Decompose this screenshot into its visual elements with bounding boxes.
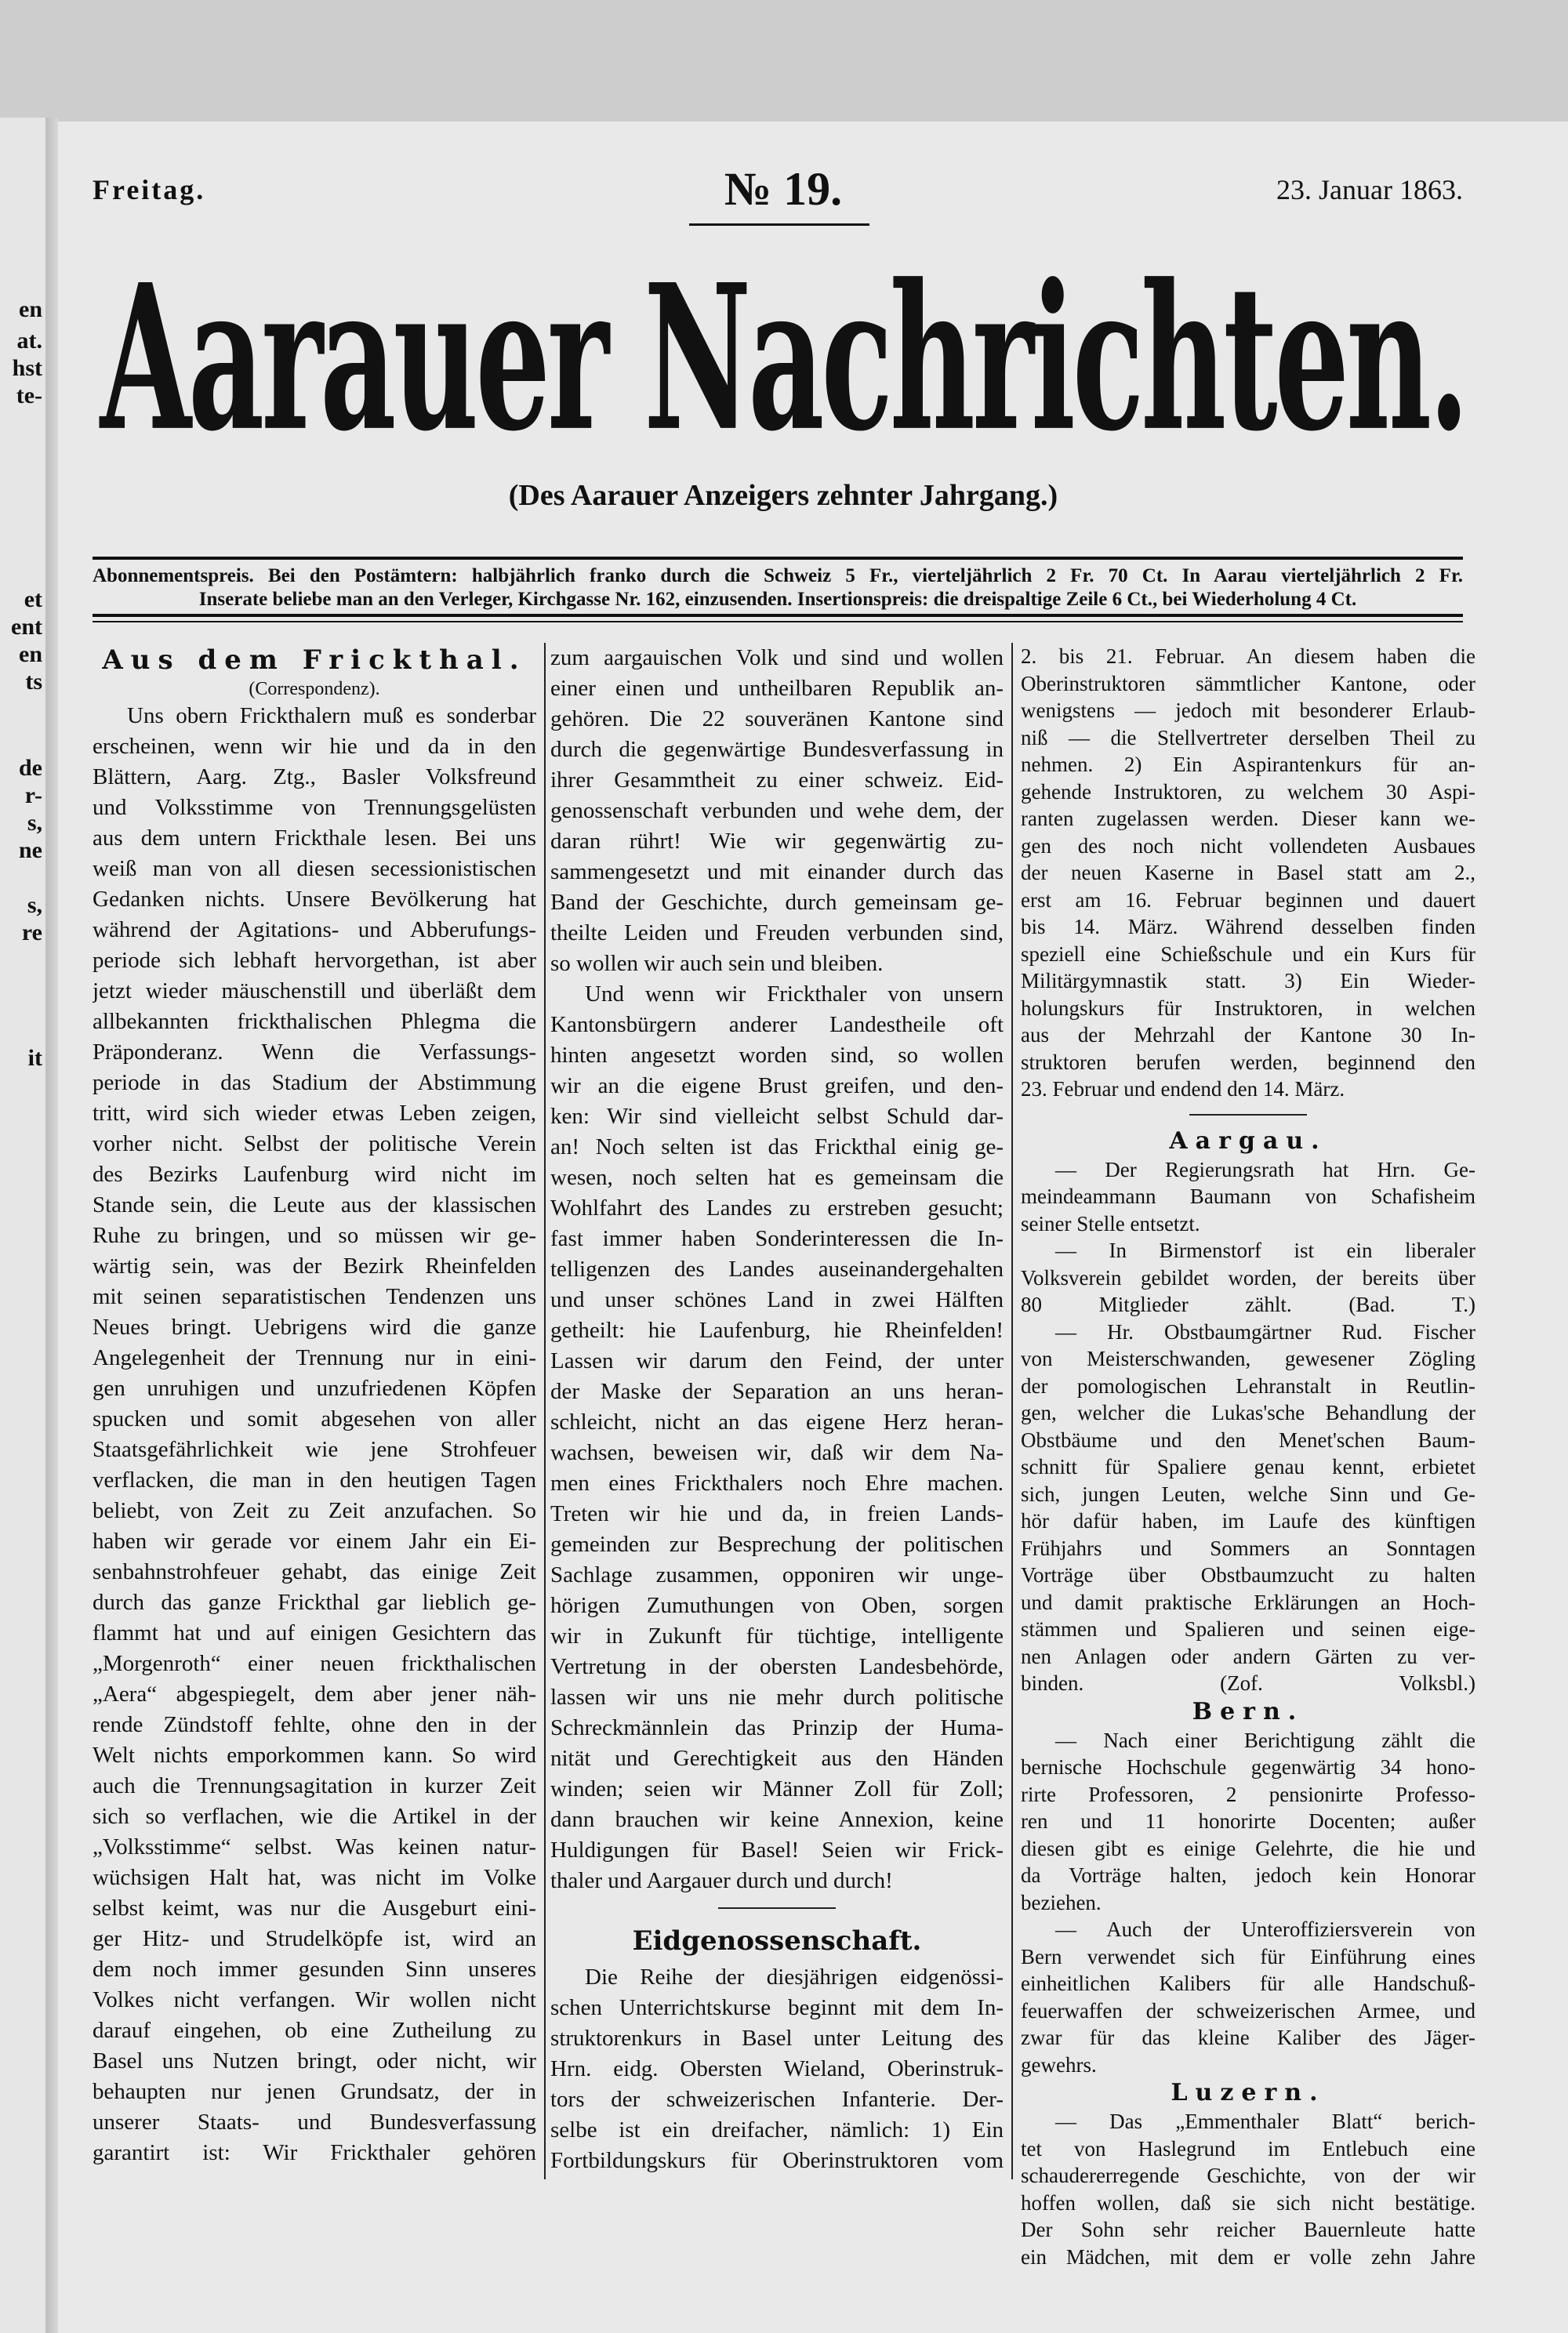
newspaper-page [58, 122, 1568, 2333]
text-line: niß — die Stellvertreter derselben Theil zu [1021, 725, 1475, 749]
text-line: fast immer haben Sonderinteressen die In- [550, 1226, 1004, 1251]
text-line: daran rührt! Wie wir gegenwärtig zu- [550, 829, 1004, 854]
text-line: selbst keimt, was nur die Ausgeburt eini- [93, 1896, 536, 1921]
text-line: aus dem untern Frickthale lesen. Bei uns [93, 825, 536, 851]
text-line: hör dafür haben, im Laufe des künftigen [1021, 1509, 1475, 1533]
insertion-price-line: Inserate beliebe man an den Verleger, Kirchgasse Nr. 162, einzusenden. Insertionspreis: die dreispaltige Zeile 6 Ct., bei Wiederholung 4 Ct. [198, 589, 1357, 610]
text-line: dann brauchen wir keine Annexion, keine [550, 1807, 1004, 1832]
text-line: theilte Leiden und Freuden verbunden sind, [550, 920, 1004, 945]
text-line: bernische Hochschule gegenwärtig 34 hono- [1021, 1755, 1475, 1779]
text-line: wesen, noch selten hat es gemeinsam die [550, 1165, 1004, 1190]
text-line: Volksverein gebildet worden, der bereits über [1021, 1265, 1475, 1290]
text-line: struktorenkurs in Basel unter Leitung des [550, 2026, 1004, 2051]
text-line: Blättern, Aarg. Ztg., Basler Volksfreund [93, 764, 536, 789]
text-line: bis 14. März. Während desselben finden [1021, 915, 1475, 938]
page-fold-shadow [45, 118, 58, 2333]
column-divider [1011, 643, 1013, 2179]
issue-number: № 19. [724, 163, 843, 215]
text-line: nität und Gerechtigkeit aus den Händen [550, 1746, 1004, 1771]
text-line: stämmen und Spalieren und seinen eige- [1021, 1617, 1475, 1641]
text-line: ren und 11 honorirte Docenten; außer [1021, 1809, 1475, 1833]
article-paragraph [1021, 643, 1475, 1103]
previous-page-fragment: de [19, 755, 42, 781]
text-line: wir in Zukunft für tüchtige, intelligente [550, 1624, 1004, 1649]
text-line: der neuen Kaserne in Basel statt am 2., [1021, 861, 1475, 884]
text-line: getheilt: hie Laufenburg, hie Rheinfelden! [550, 1318, 1004, 1343]
text-line: wüchsigen Halt hat, was nicht im Volke [93, 1865, 536, 1890]
text-line: auch die Trennungsagitation in kurzer Zeit [93, 1773, 536, 1798]
text-line: lassen wir uns nie mehr durch politische [550, 1685, 1004, 1710]
text-line: Band der Geschichte, durch gemeinsam ge- [550, 890, 1004, 915]
article-paragraph [1021, 1319, 1475, 1697]
text-line: wärtig sein, was der Bezirk Rheinfelden [93, 1254, 536, 1279]
text-line: aus der Mehrzahl der Kantone 30 In- [1021, 1023, 1475, 1047]
text-line: da Vorträge halten, jedoch kein Honorar [1021, 1863, 1475, 1887]
text-line: Treten wir hie und da, in freien Lands- [550, 1501, 1004, 1526]
text-line: Staatsgefährlichkeit wie jene Strohfeuer [93, 1437, 536, 1462]
text-line: und damit praktische Erklärungen an Hoch- [1021, 1590, 1475, 1614]
text-line: periode sich lebhaft hervorgethan, ist aber [93, 948, 536, 973]
text-line: Hrn. eidg. Obersten Wieland, Oberinstruk- [550, 2056, 1004, 2081]
text-line: Welt nichts emporkommen kann. So wird [93, 1743, 536, 1768]
text-line: Der Sohn sehr reicher Bauernleute hatte [1021, 2218, 1475, 2241]
text-line: zwar für das kleine Kaliber des Jäger- [1021, 2026, 1475, 2049]
previous-page-fragment: en [19, 296, 42, 322]
text-line: schnitt für Spaliere genau kennt, erbietet [1021, 1455, 1475, 1479]
text-line: Basel uns Nutzen bringt, oder nicht, wir [93, 2048, 536, 2074]
text-line: beliebt, von Zeit zu Zeit anzufachen. So [93, 1498, 536, 1523]
text-line: des Bezirks Laufenburg wird nicht im [93, 1162, 536, 1187]
text-line: wir an die eigene Brust greifen, und den- [550, 1073, 1004, 1098]
newspaper-subtitle: (Des Aarauer Anzeigers zehnter Jahrgang.) [508, 479, 1058, 512]
text-line: Vertretung in der obersten Landesbehörde, [550, 1654, 1004, 1679]
article-paragraph [1021, 1237, 1475, 1319]
text-line: nen Anlagen oder andern Gärten zu ver- [1021, 1644, 1475, 1668]
text-line: und unser schönes Land in zwei Hälften [550, 1287, 1004, 1312]
text-line: dem noch immer gesunden Sinn unseres [93, 1957, 536, 1982]
text-line: — In Birmenstorf ist ein liberaler [1055, 1239, 1475, 1262]
text-line: Gedanken nichts. Unsere Bevölkerung hat [93, 887, 536, 912]
text-line: Sachlage zusammen, opponiren wir unge- [550, 1562, 1004, 1587]
text-line: der pomologischen Lehranstalt in Reutlin- [1021, 1373, 1475, 1398]
article-paragraph [550, 979, 1004, 1896]
text-line: Bern verwendet sich für Einführung eines [1021, 1944, 1475, 1968]
masthead-rule [93, 557, 1463, 560]
previous-page-fragment: ent [11, 614, 42, 640]
issue-date: 23. Januar 1863. [1276, 174, 1463, 205]
text-line: hörigen Zumuthungen von Oben, sorgen [550, 1593, 1004, 1618]
text-line: gen unruhigen und unzufriedenen Köpfen [93, 1376, 536, 1401]
text-line: tet von Haslegrund im Entlebuch eine [1021, 2136, 1475, 2161]
article-paragraph [1021, 1916, 1475, 2078]
article-paragraph [93, 701, 536, 2168]
text-line: Schreckmännlein das Prinzip der Huma- [550, 1715, 1004, 1740]
text-line: Vorträge über Obstbaumzucht zu halten [1021, 1563, 1475, 1587]
text-line: Huldigungen für Basel! Seien wir Frick- [550, 1838, 1004, 1863]
text-line: telligenzen des Landes auseinandergehalten [550, 1257, 1004, 1282]
text-line: darauf eingehen, ob eine Zutheilung zu [93, 2018, 536, 2043]
masthead [58, 241, 1508, 486]
text-line: gehören. Die 22 souveränen Kantone sind [550, 706, 1004, 731]
text-line: rende Zündstoff fehlte, ohne den in der [93, 1712, 536, 1737]
subscription-price-text: Abonnementspreis. Bei den Postämtern: halbjährlich franko durch die Schweiz 5 Fr., vierteljährlich 2 Fr. 70 Ct. In Aarau vierteljährlich 2 Fr. [93, 565, 1463, 586]
previous-page-fragment: s, [27, 810, 42, 836]
text-line: Oberinstruktoren sämmtlicher Kantone, oder [1021, 671, 1475, 695]
text-line: haben wir gerade vor einem Jahr ein Ei- [93, 1529, 536, 1554]
column-1 [93, 643, 536, 2168]
text-line: diesen gibt es einige Gelehrte, die hie und [1021, 1836, 1475, 1860]
text-line: nehmen. 2) Ein Aspirantenkurs für an- [1021, 753, 1475, 776]
text-line: behaupten nur jenen Grundsatz, der in [93, 2079, 536, 2104]
text-line: unserer Staats- und Bundesverfassung [93, 2110, 536, 2135]
text-line: Ruhe zu bringen, und so müssen wir ge- [93, 1223, 536, 1248]
section-subheading: (Correspondenz). [249, 679, 380, 699]
text-line: weiß man von all diesen secessionistischen [93, 856, 536, 881]
newspaper-title: Aarauer Nachrichten. [100, 241, 1467, 477]
text-line: — Das „Emmenthaler Blatt“ berich- [1055, 2110, 1475, 2133]
text-line: spucken und somit abgesehen von aller [93, 1406, 536, 1431]
text-line: gen, welcher die Lukas'sche Behandlung der [1021, 1401, 1475, 1424]
text-line: rirte Professoren, 2 pensionirte Professo- [1021, 1782, 1475, 1806]
text-line: struktoren berufen werden, beginnend den [1021, 1050, 1475, 1074]
double-rule-bottom [93, 621, 1463, 622]
text-line: während der Agitations- und Abberufungs- [93, 917, 536, 942]
text-line: jetzt wieder mäuschenstill und überläßt dem [93, 978, 536, 1003]
column-divider [544, 643, 546, 2179]
text-line: Angelegenheit der Trennung nur in eini- [93, 1345, 536, 1370]
text-line: Militärgymnastik statt. 3) Ein Wieder- [1021, 969, 1475, 992]
text-line: „Morgenroth“ einer neuen frickthalischen [93, 1651, 536, 1676]
text-line: hoffen wollen, daß sie sich nicht bestätige. [1021, 2190, 1475, 2215]
text-line: beziehen. [1021, 1890, 1102, 1914]
text-line: selbe ist ein dreifacher, nämlich: 1) Ein [550, 2117, 1004, 2143]
text-line: einer einen und untheilbaren Republik an- [550, 676, 1004, 701]
text-line: vorher nicht. Selbst der politische Verein [93, 1131, 536, 1156]
previous-page-fragment: ne [19, 837, 42, 863]
text-line: an! Noch selten ist das Frickthal einig ge- [550, 1134, 1004, 1159]
text-line: meindeammann Baumann von Schafisheim [1021, 1185, 1475, 1208]
text-line: Und wenn wir Frickthaler von unsern [585, 981, 1004, 1007]
previous-page-fragment: et [24, 586, 42, 612]
text-line: genossenschaft verbunden und wehe dem, der [550, 798, 1004, 823]
text-line: men eines Frickthalers noch Ehre machen. [550, 1471, 1004, 1496]
article-paragraph [1021, 1727, 1475, 1917]
weekday: Freitag. [93, 174, 206, 205]
previous-page-fragment: it [27, 1045, 42, 1071]
text-line: allbekannten frickthalischen Phlegma die [93, 1009, 536, 1034]
text-line: gen des noch nicht vollendeten Ausbaues [1021, 833, 1475, 858]
text-line: speziell eine Schießschule und ein Kurs für [1021, 942, 1475, 966]
text-line: einheitlichen Kalibers für alle Handschuß- [1021, 1972, 1475, 1995]
text-line: feuerwaffen der schweizerischen Armee, und [1021, 1998, 1475, 2023]
text-line: ger Hitz- und Strudelköpfe ist, wird an [93, 1926, 536, 1951]
previous-page-fragment: r- [24, 782, 42, 808]
text-line: ranten zugelassen werden. Dieser kann we- [1021, 807, 1475, 830]
text-line: tors der schweizerischen Infanterie. Der- [550, 2087, 1004, 2112]
previous-page-fragment: s, [27, 892, 42, 918]
column-2 [550, 643, 1004, 2176]
text-line: zum aargauischen Volk und sind und wollen [550, 645, 1004, 670]
text-line: sich so verflachen, wie die Artikel in der [93, 1804, 536, 1829]
section-divider [1189, 1114, 1307, 1116]
text-line: 2. bis 21. Februar. An diesem haben die [1021, 644, 1475, 668]
subscription-price-line [93, 565, 1463, 587]
text-line: so wollen wir auch sein und bleiben. [550, 951, 884, 976]
text-line: Neues bringt. Uebrigens wird die ganze [93, 1315, 536, 1340]
text-line: Wohlfahrt des Landes zu erstreben gesucht; [550, 1196, 1004, 1221]
section-heading: Luzern. [1171, 2079, 1326, 2106]
article-paragraph [1021, 1156, 1475, 1238]
text-line: ihrer Gesammtheit zu einer schweiz. Eid- [550, 767, 1004, 793]
text-line: sich, jungen Leuten, welche Sinn und Ge- [1021, 1482, 1475, 1506]
text-line: wenigstens — jedoch mit besonderer Erlaub- [1021, 698, 1475, 722]
double-rule-top [93, 614, 1463, 617]
text-line: 23. Februar und endend den 14. März. [1021, 1077, 1345, 1101]
text-line: mit seinen separatistischen Tendenzen uns [93, 1284, 536, 1309]
text-line: durch die gegenwärtige Bundesverfassung in [550, 737, 1004, 762]
text-line: 80 Mitglieder zählt. (Bad. T.) [1021, 1293, 1475, 1316]
text-line: ein Mädchen, mit dem er volle zehn Jahre [1021, 2244, 1475, 2269]
section-heading: Aargau. [1169, 1127, 1327, 1155]
previous-page-fragment: at. [16, 328, 42, 354]
text-line: schen Unterrichtskurse beginnt mit dem In- [550, 1995, 1004, 2020]
text-line: winden; seien wir Männer Zoll für Zoll; [550, 1776, 1004, 1801]
previous-page-fragment: te- [16, 383, 42, 408]
text-line: Volkes nicht verfangen. Wir wollen nicht [93, 1987, 536, 2012]
text-line: gewehrs. [1021, 2052, 1097, 2077]
text-line: schaudererregende Geschichte, von der wir [1021, 2164, 1475, 2187]
text-line: schleicht, nicht an das eigene Herz heran- [550, 1410, 1004, 1435]
section-divider [718, 1907, 836, 1909]
text-line: flammt hat und auf einigen Gesichtern das [93, 1620, 536, 1645]
text-line: senbahnstrohfeuer gehabt, das einige Zeit [93, 1559, 536, 1584]
text-line: gehende Instruktoren, zu welchem 30 Aspi- [1021, 779, 1475, 804]
section-heading: Bern. [1192, 1697, 1305, 1725]
article-paragraph [1021, 2108, 1475, 2270]
text-line: — Nach einer Berichtigung zählt die [1055, 1728, 1475, 1752]
text-line: Fortbildungskurs für Oberinstruktoren vom [550, 2148, 1004, 2173]
text-line: — Der Regierungsrath hat Hrn. Ge- [1055, 1157, 1475, 1181]
text-line: gemeinden zur Besprechung der politischen [550, 1532, 1004, 1557]
text-line: Die Reihe der diesjährigen eidgenössi- [585, 1965, 1004, 1990]
previous-page-fragment: en [19, 641, 42, 667]
text-line: garantirt ist: Wir Frickthaler gehören [93, 2140, 536, 2165]
text-line: verflacken, die man in den heutigen Tagen [93, 1468, 536, 1493]
column-3 [1021, 643, 1475, 2270]
text-line: sammengesetzt und mit einander durch das [550, 859, 1004, 884]
text-line: tritt, wird sich wieder etwas Leben zeigen, [93, 1101, 536, 1126]
text-line: Präponderanz. Wenn die Verfassungs- [93, 1040, 536, 1065]
text-line: holungskurs für Instruktoren, in welchen [1021, 996, 1475, 1020]
text-line: wachsen, beweisen wir, daß wir dem Na- [550, 1440, 1004, 1465]
previous-page-fragment: hst [12, 355, 42, 381]
section-heading: Aus dem Frickthal. [102, 644, 527, 676]
text-line: erst am 16. Februar beginnen und dauert [1021, 887, 1475, 912]
text-line: hinten angesetzt worden sind, so wollen [550, 1043, 1004, 1068]
text-line: Frühjahrs und Sommers an Sonntagen [1021, 1536, 1475, 1560]
text-line: erscheinen, wenn wir hie und da in den [93, 734, 536, 759]
text-line: — Auch der Unteroffiziersverein von [1055, 1918, 1475, 1941]
text-line: „Volksstimme“ selbst. Was keinen natur- [93, 1834, 536, 1860]
text-line: — Hr. Obstbaumgärtner Rud. Fischer [1055, 1319, 1475, 1344]
previous-page-fragment: ts [25, 669, 42, 695]
text-line: ken: Wir sind vielleicht selbst Schuld dar- [550, 1104, 1004, 1129]
article-paragraph [550, 1962, 1004, 2176]
text-line: von Meisterschwanden, gewesener Zögling [1021, 1347, 1475, 1370]
issue-number-underline [689, 223, 869, 226]
text-line: Lassen wir darum den Feind, der unter [550, 1348, 1004, 1373]
previous-page-edge [0, 118, 45, 2333]
text-line: periode in das Stadium der Abstimmung [93, 1070, 536, 1095]
text-line: und Volksstimme von Trennungsgelüsten [93, 795, 536, 820]
section-heading: Eidgenossenschaft. [632, 1925, 922, 1957]
article-paragraph [550, 643, 1004, 979]
text-line: Uns obern Frickthalern muß es sonderbar [127, 703, 536, 728]
text-line: durch das ganze Frickthal gar lieblich ge- [93, 1590, 536, 1615]
text-line: Obstbäume und den Menet'schen Baum- [1021, 1428, 1475, 1452]
text-line: seiner Stelle entsetzt. [1021, 1211, 1200, 1235]
text-line: der Maske der Separation an uns heran- [550, 1379, 1004, 1404]
text-line: Stande sein, die Leute aus der klassischen [93, 1192, 536, 1217]
text-line: binden. (Zof. Volksbl.) [1021, 1671, 1475, 1695]
text-line: thaler und Aargauer durch und durch! [550, 1868, 893, 1893]
text-line: „Aera“ abgespiegelt, dem aber jener näh- [93, 1682, 536, 1707]
previous-page-fragment: re [21, 920, 42, 945]
text-line: Kantonsbürgern anderer Landestheile oft [550, 1012, 1004, 1037]
